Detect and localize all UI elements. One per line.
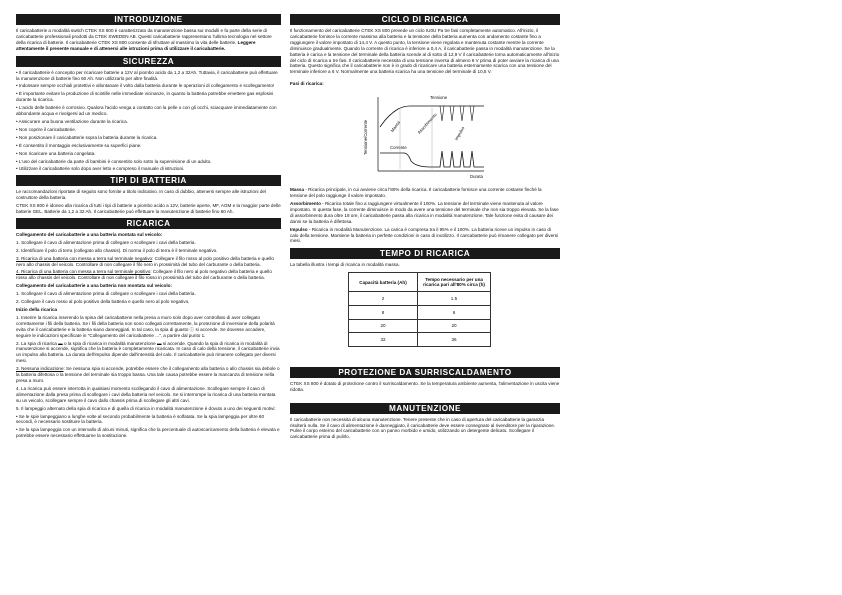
step-text: 1. Scollegare il cavo di alimentazione prima di collegare o scollegare i cavi della batteria. (16, 239, 196, 245)
left-column (16, 14, 281, 441)
charge-phases-svg (290, 91, 560, 185)
overheat-paragraph: CTEK XS 800 è dotato di protezione contro il surriscaldamento. Se la temperatura ambiente aumenta, l'alimentazione in uscita viene ridotta. (290, 380, 560, 392)
step-text: • Se le spie lampeggiano a lunghe volte al secondo probabilmente la batteria è solfatata. Se la spia lampeggia per oltre 60 secondi, è necessario sostituire la batteria. (16, 413, 265, 425)
table-cell: 32 (349, 333, 418, 347)
step-text: • Se la spia lampeggia con un intervallo di alcuni minuti, significa che la percentuale di autoscaricamento della batteria è elevata e potrebbe essere necessario effettuarne la sostituzione. (16, 427, 280, 439)
safety-item: • Il caricabatterie è concepito per ricaricare batterie a 12V al piombo acido da 1,2 a 32Ah. Tuttavia, il caricabatterie può effettuare la manutenzione di batterie fino 60 Ah. Non utilizzarlo per altre finalità. (16, 69, 278, 81)
step-text: 2. La spia di ricarica ▬ o la spia di ricarica in modalità manutenzione ▬ si accende. Quando la spia di ricarica in modalità di manutenzione si accende, significa che la batteria è completamente ricaricata. In caso di calo della tensione, il caricabatterie invia un impulso alla batteria. La durata dell'impulso dipende dall'intensità del calo. Il caricabatterie può rimanere collegato per diversi mesi. (16, 340, 280, 364)
battery-types-paragraph: CTEK XS 800 è idoneo alla ricarica di tutti i tipi di batterie a piombo acido a 12V, batterie aperte, MF, AGM e la maggior parte delle batterie GEL. Batterie da 1,2 a 32 Ah. Il caricabatterie può effettuare la manutenzione di batterie fino 60 Ah. (16, 203, 281, 215)
voltage-pulse-curve (440, 106, 474, 121)
section-header-sicurezza: SICUREZZA (16, 56, 281, 67)
safety-item: • L'acido delle batterie è corrosivo. Qualora l'acido venga a contatto con la pelle o con gli occhi, sciacquare immediatamente con abbondante acqua e rivolgersi ad un medico. (16, 105, 277, 117)
section-header-protezione: PROTEZIONE DA SURRISCALDAMENTO (290, 367, 560, 378)
table-cell: 6 (418, 306, 491, 320)
safety-item: • Non coprire il caricabatterie. (16, 126, 77, 132)
intro-paragraph: Il caricabatterie a modalità switch CTEK XS 800 è caratterizzato da manutenzione bassa sui modulli e fa parte della serie di caricabatterie professionali prodotti da CTEK SWEDEN AB. Questi caricabatterie rappresentano l'ultima tecnologia nel settore della ricarica di batterie. Il caricabatterie CTEK XS 800 consente di sfruttare al massimo la vita delle batterie. Leggere attentamente il presente manuale e di attenersi alle istruzioni prima di utilizzare il caricabatterie. (16, 28, 272, 51)
step-text: 1. Scollegare il cavo di alimentazione prima di collegare o scollegare i cavi della batteria. (16, 291, 196, 297)
charge-phases-chart (290, 91, 560, 185)
safety-item: • Non ricaricare una batteria congelata. (16, 150, 96, 156)
safety-item: • L'uso del caricabatterie da parte di bambini è consentito solo sotto la supervisione di un adulto. (16, 158, 212, 164)
chart-label-massa: Massa (389, 120, 402, 134)
table-row (349, 319, 491, 333)
phase-impulso-text: Impulso - Ricarica in modalità Manutenzione. La carica è compresa tra il 95% e il 100%. La batteria riceve un impulso in caso di calo della tensione. Mantiene la batteria in perfette condizioni in caso di inutilizzo. Il caricabatterie può rimanere collegato per diversi mesi. (290, 226, 559, 244)
section-header-introduzione: INTRODUZIONE (16, 14, 281, 25)
step-text: 2. Collegare il cavo rosso al polo positivo della batteria e quello nero al polo negativo. (16, 299, 190, 305)
subheading-start: Inizio della ricarica (16, 307, 58, 312)
chart-label-corrente: Corrente (390, 145, 407, 151)
step-text: 3. Nessuna indicazione: Se nessuna spia si accende, potrebbe essere che il collegamento alla batteria o allo chassis sia debole o la batteria difettosa o la tensione del terminale sia troppo bassa. Una tale causa potrebbe essere la mancanza di tensione nella presa a muro. (16, 366, 280, 383)
charge-time-intro: La tabella illustra i tempi di ricarica in modalità massa. (290, 262, 400, 268)
section-header-tipi-batteria: TIPI DI BATTERIA (16, 175, 281, 186)
table-cell: 2 (349, 292, 418, 306)
table-cell: 20 (418, 319, 491, 333)
chart-label-durata: Durata (470, 174, 483, 180)
step-text: 1. Inserire la ricarica inserendo la spina del caricabatterie nella presa a muro solo dopo aver controllato di aver collegato correttamente i fili della batteria. Se i fili della batteria non sono collegati correttamente, la protezione di inversione della polarità evita che il caricabatterie e la batteria siano danneggiati. In tal caso, la spia di guasto ⓘ si accende. Se dovesse accadere, seguire le indicazioni specificate in "Collegamento del caricabatterie ...", a partire dal punto 1. (16, 314, 275, 338)
safety-item: • Assicurare una buona ventilazione durante la ricarica. (16, 118, 128, 124)
safety-item: • Non posizionare il caricabatterie sopra la batteria durante la ricarica. (16, 134, 158, 140)
chart-label-assorbimento: Assorbimento (416, 112, 438, 136)
table-header-capacity: Capacità batteria (Ah) (349, 273, 418, 292)
table-cell: 8 (349, 306, 418, 320)
chart-label-tensione: Tensione (430, 95, 448, 101)
charge-time-table (348, 272, 491, 347)
table-row (349, 292, 491, 306)
section-header-tempo: TEMPO DI RICARICA (290, 248, 560, 259)
phases-label: Fasi di ricarica: (290, 81, 324, 87)
safety-item: • Utilizzare il caricabatterie solo dopo aver letto e compreso il manuale di istruzioni. (16, 166, 185, 172)
phase-massa-text: Massa - Ricarica principale, in cui avviene circa l'80% della ricarica. Il caricabatterie fornisce una corrente costante finché la tensione del polo raggiunge il valore impostato. (290, 187, 542, 199)
table-cell: 20 (349, 319, 418, 333)
step-text: 3. Ricarica di una batteria con messa a terra sul terminale negativo: Collegare il filo rosso al polo positivo della batteria e quello nero allo chassis del veicolo. Controllare di non collegare il filo nero in prossimità del tubo del carburante o della batteria. (16, 255, 274, 267)
step-text: 4. La ricarica può essere interrotta in qualsiasi momento scollegando il cavo di alimentazione. Scollegare sempre il cavo di alimentazione dalla presa prima di scollegare i cavi della batteria nel veicolo. Se si interrompe la ricarica di una batteria montata su un veicolo, scollegare sempre il cavo dallo chassis prima di scollegare gli altri cavi. (16, 385, 276, 403)
section-header-ricarica: RICARICA (16, 218, 281, 229)
chart-label-yaxis: Tensione/Corrente (363, 120, 369, 156)
maintenance-paragraph: Il caricabatterie non necessita di alcuna manutenzione. Tenere presente che in caso di apertura del caricabatterie la garanzia risulterà nulla. Se il cavo di alimentazione è danneggiato, il caricabatterie deve essere consegnato al rivenditore per la riparazione. Pulire il corpo esterno del caricabatterie con un panno morbido e umido, utilizzando un detergente delicato. Scollegare il caricabatterie prima di pulirlo. (290, 416, 556, 440)
step-text: 5. Il lampeggio alternato della spia di ricarica e di quella di ricarica in modalità manutenzione è dovuto a uno dei seguenti motivi: (16, 405, 276, 411)
safety-list (16, 70, 281, 173)
table-header-row (349, 273, 491, 292)
step-text: 2. Identificare il polo di terra (collegato allo chassis). Di norma il polo di terra è il terminale negativo. (16, 247, 218, 253)
step-text: 4. Ricarica di una batteria con messa a terra sul terminale positivo: Collegare il filo nero al polo negativo della batteria e quello rosso allo chassis del veicolo. Controllare di non collegare il filo rosso in prossimità del tubo del carburante o della batteria. (16, 269, 272, 281)
phase-assorbimento-text: Assorbimento - Ricarica totale fino a raggiungere virtualmente il 100%. La tensione del terminale viene mantenuta al valore impostato. In questa fase, la corrente diminuisce in modo da avere una tensione del terminale che non sia troppo elevata. Se la fase di assorbimento dura oltre 18 ore, il caricabatterie passa alla ricarica in modalità manutenzione. Tale funzione evita di causare dei danni se la batteria è difettosa. (290, 200, 559, 224)
subheading-unmounted: Collegamento del caricabatterie a una batteria non montata sul veicolo: (16, 283, 172, 289)
table-row (349, 333, 491, 347)
section-header-manutenzione: MANUTENZIONE (290, 403, 560, 414)
right-column (290, 14, 560, 442)
safety-item: • È importante evitare la produzione di scintille nelle immediate vicinanze, in quanto la batteria potrebbe emettere gas esplosivi durante la ricarica. (16, 91, 274, 103)
subheading-mounted: Collegamento del caricabatterie a una batteria montata sul veicolo: (16, 231, 163, 237)
cycle-paragraph: Il funzionamento del caricabatterie CTEK XS 800 prevede un ciclo IU0U Pa tre fasi completamente automatico. All'inizio, il caricabatterie fornisce la corrente massima alla batteria e la tensione della batteria aumenta con andamento costante fino a raggiungere il valore impostato di 14,4 V. A questo punto, la tensione viene regolata e mantenuta costante mentre la corrente diminuisce gradualmente. Quando la corrente di ricarica è inferiore a 0,4 A, il caricabatterie passa in modalità manutenzione. Se la batteria è carica e la tensione del terminale della batteria scende al di sotto di 12,9 V il caricabatterie torna automaticamente all'inizio del ciclo di ricarica a tre fasi. Il caricabatterie necessita di una tensione inversa di almeno 6 V prima di poter avviare la ricarica di una batteria. Questo significa che il caricabatterie non è in grado di ricaricare una batteria esternamente scarica con una tensione del terminale inferiore a 6 V. Normalmente una batteria scarica ha una tensione del terminale di 10,5 V. (290, 28, 560, 75)
table-cell: 1.5 (418, 292, 491, 306)
safety-item: • È consentito il montaggio esclusivamente su superfici piane. (16, 142, 142, 148)
chart-label-impulso: Impulso (453, 125, 466, 142)
table-row (349, 306, 491, 320)
table-header-time: Tempo necessario per una ricarica pari all'80% circa (h) (418, 273, 491, 292)
table-cell: 36 (418, 333, 491, 347)
safety-item: • Indossare sempre occhiali protettivi e allontanare il volto dalla batteria durante le operazioni di collegamento e scollegamento! (16, 83, 275, 89)
section-header-ciclo: CICLO DI RICARICA (290, 14, 560, 25)
battery-types-paragraph: Le raccomandazioni riportate di seguito sono fornite a titolo indicativo. In caso di dubbio, attenersi sempre alle istruzioni del costruttore della batteria. (16, 189, 266, 201)
